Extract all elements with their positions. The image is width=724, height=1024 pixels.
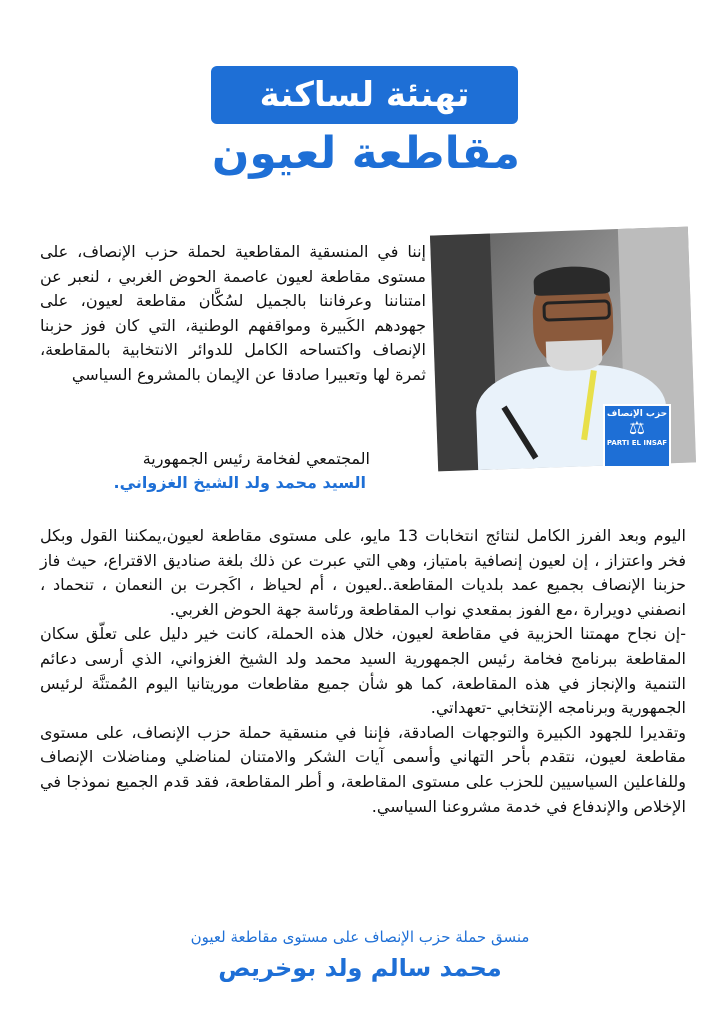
logo-latin-text: PARTI EL INSAF bbox=[606, 439, 668, 447]
logo-arabic-text: حزب الإنصاف bbox=[606, 409, 668, 419]
intro-last-line: المجتمعي لفخامة رئيس الجمهورية bbox=[142, 449, 370, 468]
body-paragraph-3: وتقديرا للجهود الكبيرة والتوجهات الصادقة، فإننا في منسقية حملة حزب الإنصاف، على مستوى مقاطعة لعيون، نتقدم بأحر التهاني وأسمى آيات الشكر والامتنان لمناضلي ومناضلات الإنصاف وللفاعلين السياسيين للحزب على مستوى المقاطعة، و أطر المقاطعة، فقد قدم الجميع نموذجا في الإخلاص والإندفاع في خدمة مشروعنا السياسي. bbox=[40, 722, 686, 816]
intro-paragraph: إننا في المنسقية المقاطعية لحملة حزب الإنصاف، على مستوى مقاطعة لعيون عاصمة الحوض الغربي ، لنعبر عن امتناننا وعرفاننا بالجميل لسُكَّان مقاطعة لعيون، على جهودهم الكَبيرة ومواقفهم الوطنية، التي كان فوز حزبنا الإنصاف واكتساحه الكامل للدوائر الانتخابية بالمقاطعة، ثمرة لها وتعبيرا صادقا عن الإيمان بالمشروع السياسي bbox=[40, 242, 426, 384]
president-name: السيد محمد ولد الشيخ الغزواني. bbox=[113, 473, 366, 492]
body-paragraph-1: اليوم وبعد الفرز الكامل لنتائج انتخابات 13 مايو، على مستوى مقاطعة لعيون،يمكننا القول وبكل فخر واعتزاز ، إن لعيون إنصافية بامتياز، وهي التي عبرت عن ذلك بلغة صناديق الاقتراع، حيث فاز حزبنا الإنصاف بجميع عمد بلديات المقاطعة..لعيون ، أم لحياظ ، اكَجرت بن النعمان ، تنحماد ، انصفني دويرارة ،مع الفوز بمقعدي نواب المقاطعة ورئاسة جهة الحوض الغربي. bbox=[40, 526, 687, 619]
title-banner bbox=[211, 66, 518, 124]
body-text bbox=[40, 524, 686, 819]
party-logo bbox=[603, 404, 671, 468]
title-line-2: مقاطعة لعيون bbox=[211, 128, 520, 179]
scale-icon: ⚖ bbox=[628, 418, 646, 439]
signature-role: منسق حملة حزب الإنصاف على مستوى مقاطعة لعيون bbox=[190, 928, 530, 946]
title-line-1: تهنئة لساكنة bbox=[259, 75, 470, 115]
body-paragraph-2: -إن نجاح مهمتنا الحزبية في مقاطعة لعيون، خلال هذه الحملة، كانت خير دليل على تعلّق سكان المقاطعة ببرنامج فخامة رئيس الجمهورية السيد محمد ولد الشيخ الغزواني، الذي أرسى دعائم التنمية والإنجاز في هذه المقاطعة، كما هو شأن جميع مقاطعات موريتانيا اليوم المُمتنَّة لرئيس الجمهورية وبرنامجه الإنتخابي -تعهداتي. bbox=[40, 624, 686, 718]
signature-name: محمد سالم ولد بوخريص bbox=[218, 954, 502, 982]
